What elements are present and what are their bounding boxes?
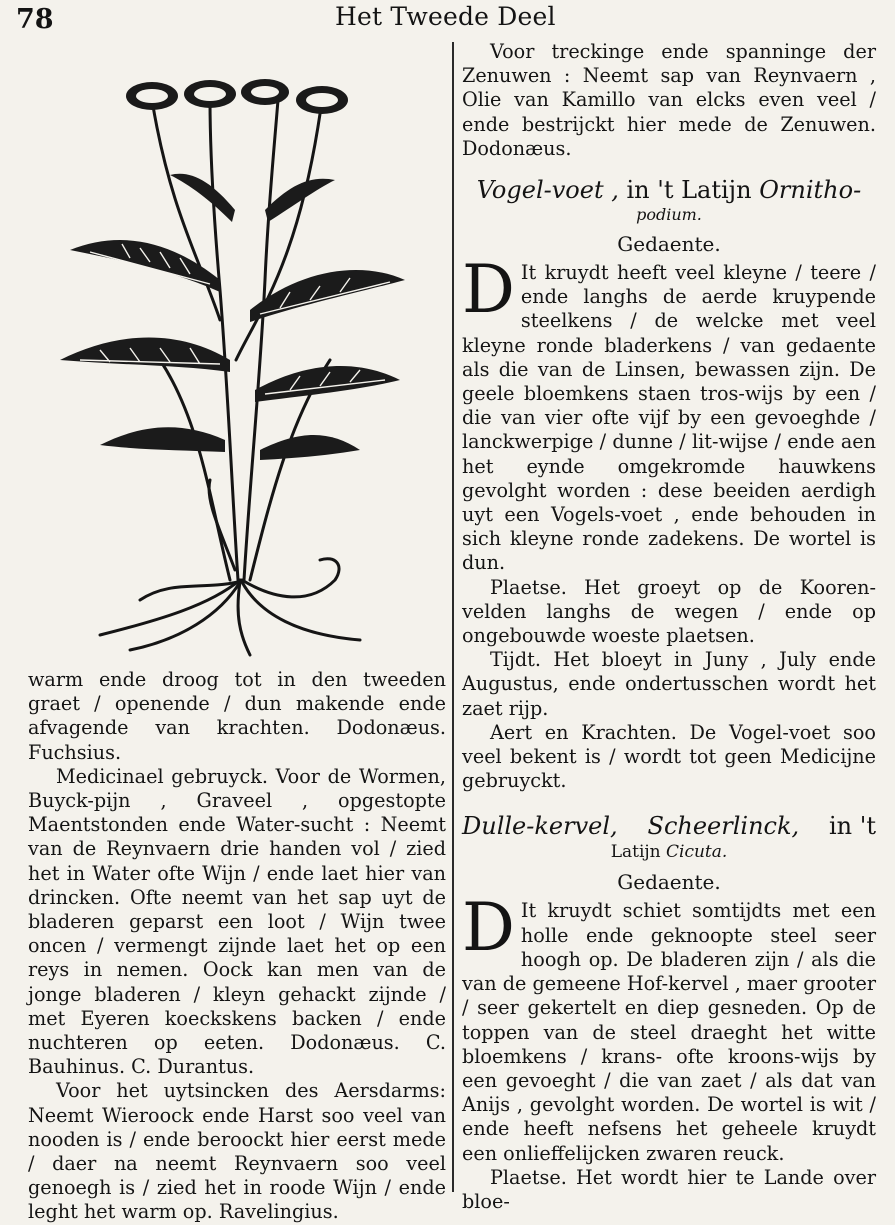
- page-number: 78: [16, 4, 54, 35]
- section-heading-dulle-kervel: [462, 811, 876, 841]
- right-column: [462, 40, 876, 1214]
- left-paragraph-2: Medicinael gebruyck. Voor de Wormen, Buyck-pijn , Graveel , opgestopte Maentstonden ende Water-sucht : Neemt van de Reynvaern drie handen vol / zied het in Water ofte Wijn / ende laet hier van drincken. Ofte neemt van het sap uyt de bladeren geparst een loot / Wijn twee oncen / vermengt zijnde laet het op een reys in nemen. Oock kan men van de jonge bladeren / kleyn gehackt zijnde / met Eyeren koeckskens backen / ende nuchteren op eeten. Dodonæus. C. Bauhinus. C. Durantus.: [28, 764, 446, 1079]
- section1-paragraph-1: [462, 251, 876, 576]
- section1-paragraph-1-text: It kruydt heeft veel kleyne / teere / ende langhs de aerde kruypende steelkens / de welcke met veel kleyne ronde bladerkens / van gedaente als die van de Linsen, bewassen zijn. De geele bloemkens staen tros-wijs by een / die van vier ofte vijf by een gevoeghde / lanckwerpige / dunne / lit-wijse / ende aen het eynde omgekromde hauwkens gevolght worden : dese beeiden aerdigh uyt een Vogels-voet , ende behouden in sich kleyne ronde zadekens. De wortel is dun.: [462, 261, 876, 575]
- heading-latin-name: Cicuta.: [666, 842, 728, 863]
- plant-illustration: [60, 60, 420, 660]
- heading-connector: in 't Latijn: [626, 176, 752, 205]
- section2-paragraph-1-text: It kruydt schiet somtijdts met een holle ende geknoopte steel seer hoogh op. De bladeren zijn / als die van de gemeene Hof-kervel , maer grooter / seer gekertelt en diep gesneden. Op de toppen van de steel draeght het witte bloemkens / krans- ofte kroons-wijs by een gevoeght / die van zaet / als dat van Anijs , gevolght worden. De wortel is wit / ende heeft nefsens het geheele kruydt een onlieffelijcken zwaren reuck.: [462, 899, 876, 1165]
- heading-plant-name-1: Dulle-kervel,: [462, 812, 618, 841]
- heading-latin-line: [462, 841, 876, 863]
- running-title: Het Tweede Deel: [335, 2, 556, 31]
- section-heading-vogel-voet: [462, 175, 876, 205]
- left-paragraph-3: Voor het uytsincken des Aersdarms: Neemt Wieroock ende Harst soo veel van nooden is / ende beroockt hier eerst mede / daer na neemt Reynvaern soo veel genoegh is / zied het in roode Wijn / ende leght het warm op. Ravelingius.: [28, 1079, 446, 1224]
- right-paragraph-0: Voor treckinge ende spanninge der Zenuwen : Neemt sap van Reynvaern , Olie van Kamillo van elcks even veel / ende bestrijckt hier mede de Zenuwen. Dodonæus.: [462, 40, 876, 160]
- subheading-gedaente: Gedaente.: [617, 232, 721, 257]
- section1-paragraph-aert: Aert en Krachten. De Vogel-voet soo veel bekent is / wordt tot geen Medicijne gebruyckt.: [462, 720, 876, 793]
- section2-paragraph-1: [462, 889, 876, 1165]
- heading-latin-continuation: podium.: [636, 205, 702, 225]
- heading-latin-name: Ornitho-: [759, 176, 862, 205]
- heading-plant-name-2: Scheerlinck,: [647, 812, 800, 841]
- drop-cap: D: [462, 251, 515, 329]
- subheading-gedaente: Gedaente.: [617, 870, 721, 895]
- column-divider: [452, 42, 454, 1192]
- heading-connector: in 't: [828, 812, 876, 841]
- section2-paragraph-plaetse: Plaetse. Het wordt hier te Lande over bloe-: [462, 1165, 876, 1213]
- heading-plant-name: Vogel-voet ,: [476, 176, 619, 205]
- heading-latin-prefix: Latijn: [610, 842, 661, 863]
- section1-paragraph-plaetse: Plaetse. Het groeyt op de Kooren-velden langhs de wegen / ende op ongebouwde woeste plaetsen.: [462, 575, 876, 648]
- left-column: [28, 668, 446, 1225]
- section1-paragraph-tijdt: Tijdt. Het bloeyt in Juny , July ende Augustus, ende ondertusschen wordt het zaet rijp.: [462, 648, 876, 720]
- left-paragraph-1: warm ende droog tot in den tweeden graet / openende / dun makende ende afvagende van krachten. Dodonæus. Fuchsius.: [28, 668, 446, 764]
- drop-cap: D: [462, 889, 515, 967]
